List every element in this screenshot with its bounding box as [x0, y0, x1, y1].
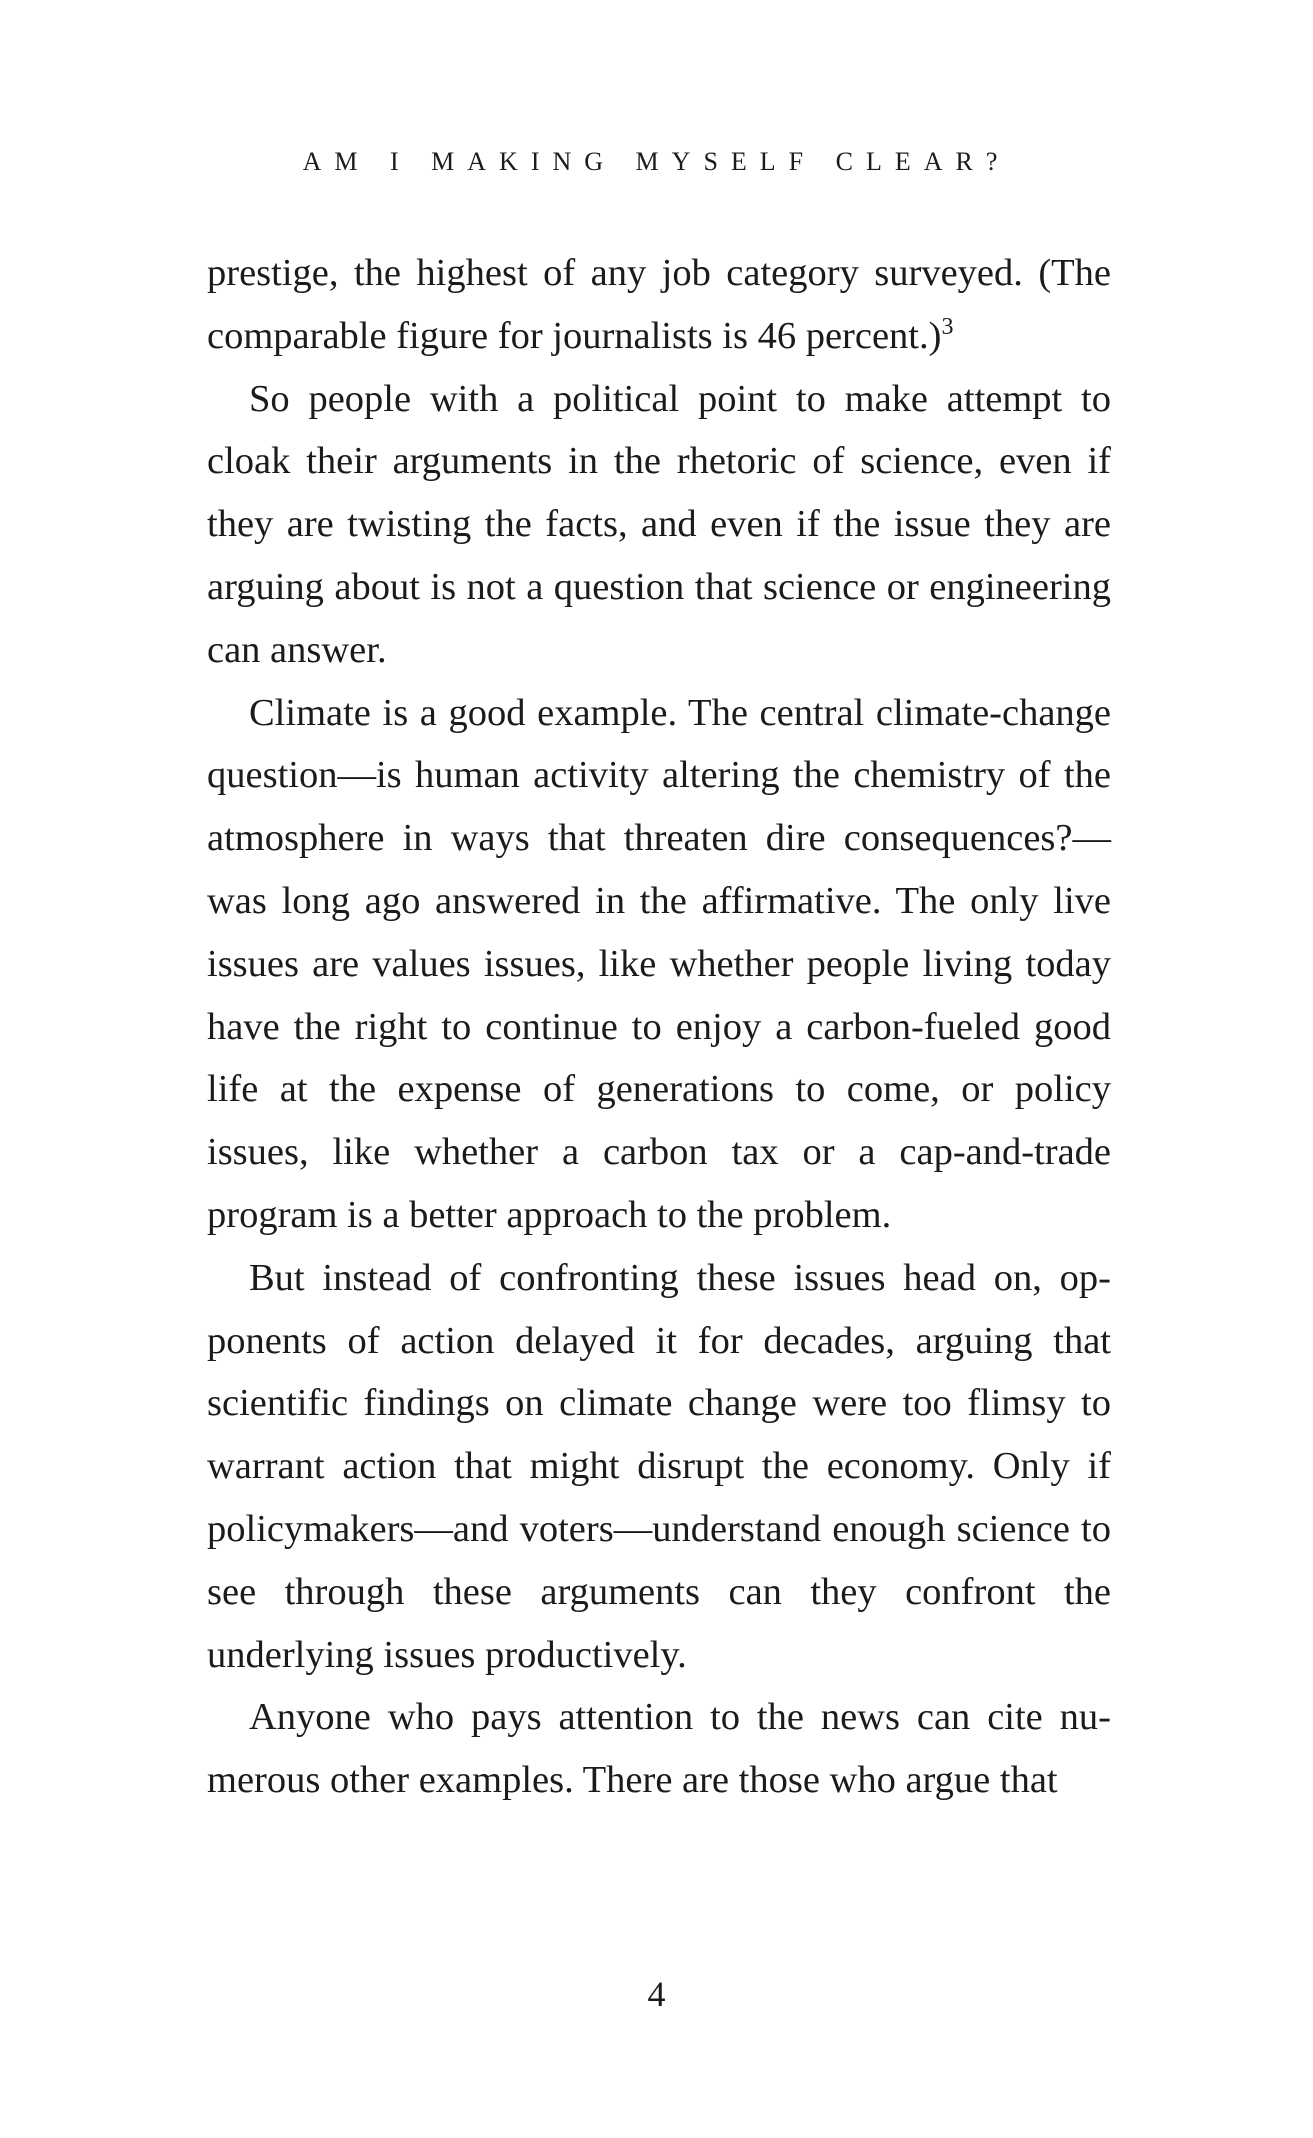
paragraph-2: So people with a political point to make attempt to cloak their arguments in the rhetoric of science, even if they are twisting the facts, and even if the issue they are arguing about is not a question that science or engineering can answer. — [207, 377, 1111, 671]
paragraph-4: But instead of confronting these issues head on, opponents of action delayed it for decades, arguing that scientific findings on climate change were too flimsy to warrant action that might disrupt the economy. Only if policymakers—and voters—understand enough science to see through these arguments can they confront the underlying issues productively. — [207, 1256, 1111, 1676]
body-text — [207, 242, 1111, 1812]
paragraph-5: Anyone who pays attention to the news can cite numerous other examples. There are those who argue that — [207, 1696, 1111, 1802]
paragraph-1-text: prestige, the highest of any job category surveyed. (The comparable figure for journalists is 46 percent.) — [207, 252, 1111, 357]
paragraph-1 — [207, 242, 1111, 368]
paragraph-3: Climate is a good example. The central climate-change question—is human activity altering the chemistry of the atmosphere in ways that threaten dire consequences?—was long ago answered in the affirmative. The only live issues are values issues, like whether people living today have the right to continue to enjoy a carbon-fueled good life at the expense of generations to come, or policy issues, like whether a carbon tax or a cap-and-trade program is a better approach to the problem. — [207, 691, 1111, 1236]
running-head: AM I MAKING MYSELF CLEAR? — [302, 147, 1011, 176]
page-number: 4 — [647, 1974, 666, 2014]
footnote-reference[interactable]: 3 — [941, 313, 954, 340]
